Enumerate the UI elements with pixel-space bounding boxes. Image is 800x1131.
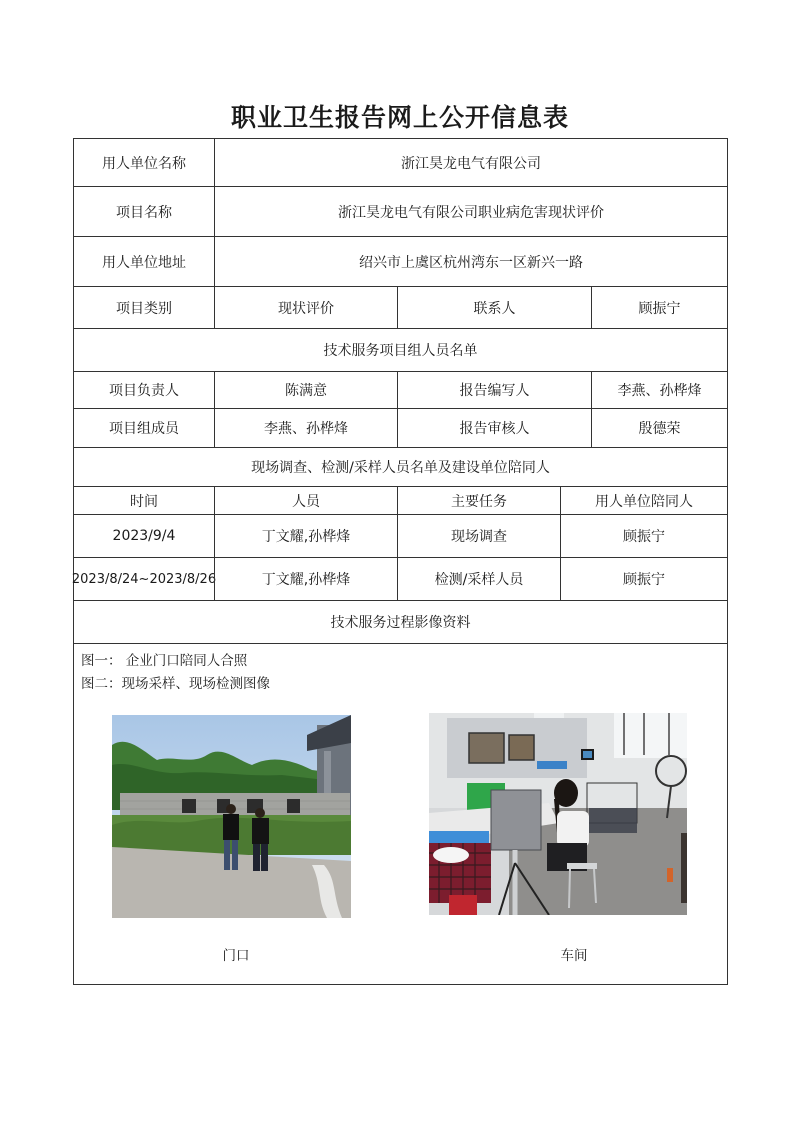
employer-address-value: 绍兴市上虞区杭州湾东一区新兴一路 (214, 237, 727, 286)
project-name-label: 项目名称 (116, 204, 172, 221)
header-time: 时间 (130, 493, 158, 510)
contact-label: 联系人 (397, 287, 591, 328)
project-type-label: 项目类别 (116, 300, 172, 317)
media-section-title: 技术服务过程影像资料 (330, 615, 471, 631)
survey-accompany: 顾振宁 (560, 558, 727, 600)
members-label: 项目组成员 (109, 421, 179, 437)
row-project-name (74, 187, 727, 237)
entrance-photo (112, 715, 351, 918)
row-team-leader (74, 372, 727, 409)
survey-personnel: 丁文耀,孙桦烽 (214, 515, 397, 557)
page-title: 职业卫生报告网上公开信息表 (230, 103, 569, 132)
survey-time: 2023/9/4 (112, 528, 176, 544)
info-table (73, 138, 728, 985)
project-type-value: 现状评价 (214, 287, 397, 328)
survey-accompany: 顾振宁 (560, 515, 727, 557)
row-employer-name (74, 139, 727, 187)
employer-name-value: 浙江昊龙电气有限公司 (214, 139, 727, 186)
writer-label: 报告编写人 (397, 372, 591, 408)
figure1-description: 图一： 企业门口陪同人合照 (81, 653, 248, 669)
table-row (71, 558, 727, 601)
header-accompany: 用人单位陪同人 (560, 487, 727, 514)
members-value: 李燕、孙桦烽 (214, 409, 397, 447)
survey-section-title: 现场调查、检测/采样人员名单及建设单位陪同人 (251, 460, 550, 476)
team-section-title: 技术服务项目组人员名单 (323, 343, 478, 359)
figure2-description: 图二：现场采样、现场检测图像 (81, 676, 270, 692)
header-personnel: 人员 (214, 487, 397, 514)
header-task: 主要任务 (397, 487, 560, 514)
reviewer-label: 报告审核人 (397, 409, 591, 447)
row-survey-title (74, 448, 727, 487)
row-team-members (74, 409, 727, 448)
contact-value: 顾振宁 (591, 287, 727, 328)
table-row (74, 515, 727, 558)
workshop-photo-caption: 车间 (560, 948, 588, 964)
survey-header-row (74, 487, 727, 515)
row-media-title (74, 601, 727, 644)
survey-personnel: 丁文耀,孙桦烽 (214, 558, 397, 600)
row-project-type (74, 287, 727, 329)
employer-address-label: 用人单位地址 (102, 254, 186, 271)
reviewer-value: 殷德荣 (591, 409, 727, 447)
entrance-photo-caption: 门口 (222, 948, 250, 964)
employer-name-label: 用人单位名称 (102, 155, 186, 172)
survey-task: 检测/采样人员 (397, 558, 560, 600)
leader-value: 陈满意 (214, 372, 397, 408)
media-area (74, 644, 727, 984)
project-name-value: 浙江昊龙电气有限公司职业病危害现状评价 (214, 187, 727, 236)
survey-time: 2023/8/24~2023/8/26 (71, 571, 217, 587)
row-team-title (74, 329, 727, 372)
row-employer-address (74, 237, 727, 287)
leader-label: 项目负责人 (109, 383, 179, 399)
writer-value: 李燕、孙桦烽 (591, 372, 727, 408)
survey-task: 现场调查 (397, 515, 560, 557)
workshop-photo (429, 713, 687, 915)
